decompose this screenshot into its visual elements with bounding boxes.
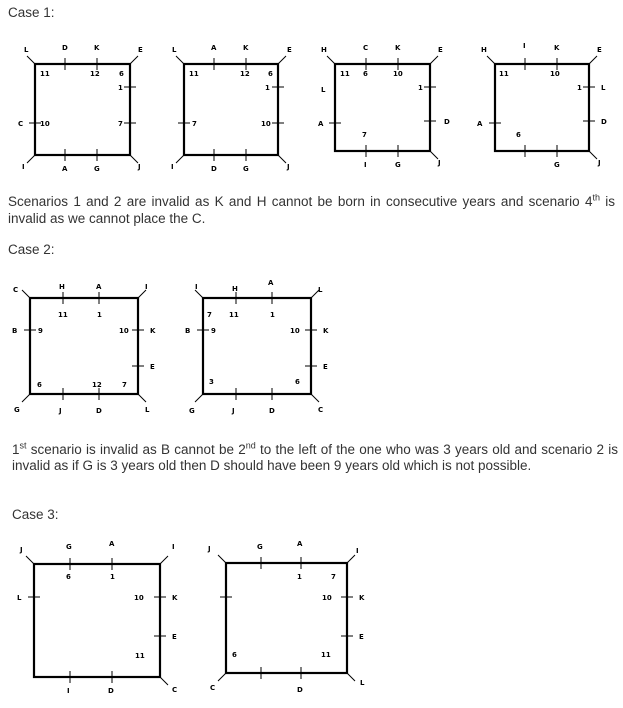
top-seat-1: H <box>232 285 238 293</box>
value-label: 6 <box>516 131 521 139</box>
value-label: 6 <box>119 70 124 78</box>
case1-diagram-1 <box>18 44 143 173</box>
corner-tr: E <box>438 46 443 54</box>
top-seat-2: A <box>109 540 115 548</box>
value-label: 1 <box>577 84 582 92</box>
bottom-seat-1: D <box>211 165 217 173</box>
case3-diagram-2 <box>207 540 365 694</box>
corner-tl: L <box>24 46 29 54</box>
case-1-explanation <box>8 193 615 227</box>
bottom-seat-1: J <box>232 407 235 415</box>
table-square <box>34 564 160 677</box>
value-label: 12 <box>90 70 100 78</box>
right-seat-2: E <box>359 633 364 641</box>
case1-diagram-4 <box>477 42 607 169</box>
value-label: 11 <box>340 70 350 78</box>
case-3-label: Case 3: <box>12 507 59 522</box>
bottom-seat-2: D <box>108 687 114 695</box>
corner-tr: I <box>356 547 359 555</box>
top-seat-2: K <box>395 44 401 52</box>
value-label: 1 <box>418 84 423 92</box>
bottom-seat-1: G <box>554 161 560 169</box>
value-label: 6 <box>295 378 300 386</box>
right-seat-2: E <box>150 363 155 371</box>
corner-tl: J <box>208 545 211 553</box>
case-1-text-sup: th <box>592 192 600 203</box>
value-label: 9 <box>38 327 43 335</box>
table-square <box>30 298 138 394</box>
right-seat-1: K <box>172 594 178 602</box>
corner-tr: I <box>172 543 175 551</box>
left-seat-1: B <box>185 327 191 335</box>
value-label: 7 <box>207 311 212 319</box>
bottom-seat-2: D <box>96 407 102 415</box>
value-label: 11 <box>135 652 145 660</box>
top-seat-1: A <box>211 44 217 52</box>
corner-br: J <box>598 159 601 167</box>
value-label: 1 <box>97 311 102 319</box>
right-seat-1: K <box>323 327 329 335</box>
left-seat-1: C <box>18 120 24 128</box>
value-label: 10 <box>550 70 560 78</box>
bottom-seat-2: G <box>395 161 401 169</box>
right-seat-1: K <box>150 327 156 335</box>
corner-tr: I <box>145 283 148 291</box>
top-seat-2: K <box>554 44 560 52</box>
case1-diagram-2 <box>171 44 292 173</box>
case-2-text-b: scenario is invalid as B cannot be 2 <box>26 442 246 457</box>
bottom-seat-2: D <box>269 407 275 415</box>
value-label: 7 <box>362 131 367 139</box>
left-seat-1: L <box>321 86 326 94</box>
corner-tr: E <box>287 46 292 54</box>
value-label: 1 <box>265 84 270 92</box>
right-seat-2: E <box>172 633 177 641</box>
value-label: 10 <box>261 120 271 128</box>
corner-tl: H <box>321 46 327 54</box>
top-seat-2: K <box>94 44 100 52</box>
right-seat-2: E <box>323 363 328 371</box>
corner-tr: L <box>318 286 323 294</box>
value-label: 7 <box>192 120 197 128</box>
left-seat-1: L <box>17 594 22 602</box>
case-1-text-b: is invalid as we cannot place the C. <box>8 194 616 226</box>
bottom-seat-2: G <box>94 165 100 173</box>
value-label: 6 <box>66 573 71 581</box>
corner-tl: H <box>481 46 487 54</box>
value-label: 12 <box>240 70 250 78</box>
table-square <box>495 64 589 151</box>
case1-diagram-3 <box>318 44 450 169</box>
corner-br: C <box>318 406 324 414</box>
corner-br: J <box>287 163 290 171</box>
case2-diagram-1 <box>12 283 156 415</box>
corner-tl: J <box>20 546 23 554</box>
case-2-text-c: to the left of the one who was 3 years old and scenario 2 is invalid as if G is 3 years old then D should have been 9 years old which is not possible. <box>12 442 619 473</box>
case-2-text-sup-2: nd <box>245 440 256 451</box>
top-seat-2: K <box>243 44 249 52</box>
case2-diagram-2 <box>185 279 329 415</box>
value-label: 1 <box>297 573 302 581</box>
value-label: 1 <box>270 311 275 319</box>
corner-bl: I <box>22 163 25 171</box>
corner-bl: I <box>171 163 174 171</box>
top-seat-1: D <box>62 44 68 52</box>
corner-bl: G <box>189 407 195 415</box>
value-label: 3 <box>209 378 214 386</box>
top-seat-2: A <box>96 283 102 291</box>
case3-diagram-1 <box>17 540 178 695</box>
top-seat-1: I <box>523 42 526 50</box>
bottom-seat-1: I <box>67 687 70 695</box>
value-label: 10 <box>290 327 300 335</box>
value-label: 1 <box>118 84 123 92</box>
value-label: 11 <box>499 70 509 78</box>
value-label: 10 <box>393 70 403 78</box>
value-label: 11 <box>321 651 331 659</box>
corner-br: L <box>145 406 150 414</box>
right-seat-1: K <box>359 594 365 602</box>
value-label: 7 <box>118 120 123 128</box>
case-1-text-a: Scenarios 1 and 2 are invalid as K and H cannot be born in consecutive years and scenario 4 <box>8 194 593 209</box>
value-label: 11 <box>58 311 68 319</box>
case-1-label: Case 1: <box>8 5 55 20</box>
value-label: 6 <box>232 651 237 659</box>
corner-br: C <box>172 686 178 694</box>
corner-tl: I <box>195 283 198 291</box>
corner-bl: C <box>210 684 216 692</box>
corner-br: L <box>360 679 365 687</box>
bottom-seat-2: G <box>243 165 249 173</box>
right-seat-1: L <box>601 84 606 92</box>
value-label: 7 <box>122 381 127 389</box>
top-seat-2: A <box>268 279 274 287</box>
case-2-explanation <box>12 442 618 474</box>
value-label: 10 <box>119 327 129 335</box>
top-seat-2: A <box>297 540 303 548</box>
value-label: 11 <box>40 70 50 78</box>
bottom-seat-1: I <box>364 161 367 169</box>
corner-br: J <box>438 159 441 167</box>
left-seat-1: A <box>477 120 483 128</box>
bottom-seat-1: D <box>297 686 303 694</box>
corner-tl: C <box>13 286 19 294</box>
left-seat-1: B <box>12 327 18 335</box>
value-label: 6 <box>37 381 42 389</box>
left-seat-2: A <box>318 120 324 128</box>
value-label: 6 <box>268 70 273 78</box>
top-seat-1: C <box>363 44 369 52</box>
value-label: 6 <box>363 70 368 78</box>
case-2-text-sup-1: st <box>19 440 27 451</box>
right-seat-2: D <box>444 118 450 126</box>
bottom-seat-1: A <box>62 165 68 173</box>
corner-br: J <box>138 163 141 171</box>
corner-tl: L <box>172 46 177 54</box>
corner-tr: E <box>597 46 602 54</box>
value-label: 11 <box>229 311 239 319</box>
value-label: 11 <box>189 70 199 78</box>
top-seat-1: G <box>257 543 263 551</box>
value-label: 7 <box>331 573 336 581</box>
value-label: 10 <box>40 120 50 128</box>
value-label: 10 <box>322 594 332 602</box>
right-seat-2: D <box>601 118 607 126</box>
value-label: 10 <box>134 594 144 602</box>
bottom-seat-1: J <box>59 407 62 415</box>
corner-bl: G <box>14 406 20 414</box>
top-seat-1: G <box>66 543 72 551</box>
corner-tr: E <box>138 46 143 54</box>
top-seat-1: H <box>59 283 65 291</box>
value-label: 9 <box>211 327 216 335</box>
case-2-text-a: 1 <box>12 442 20 457</box>
value-label: 12 <box>92 381 102 389</box>
case-2-label: Case 2: <box>8 242 55 257</box>
value-label: 1 <box>110 573 115 581</box>
